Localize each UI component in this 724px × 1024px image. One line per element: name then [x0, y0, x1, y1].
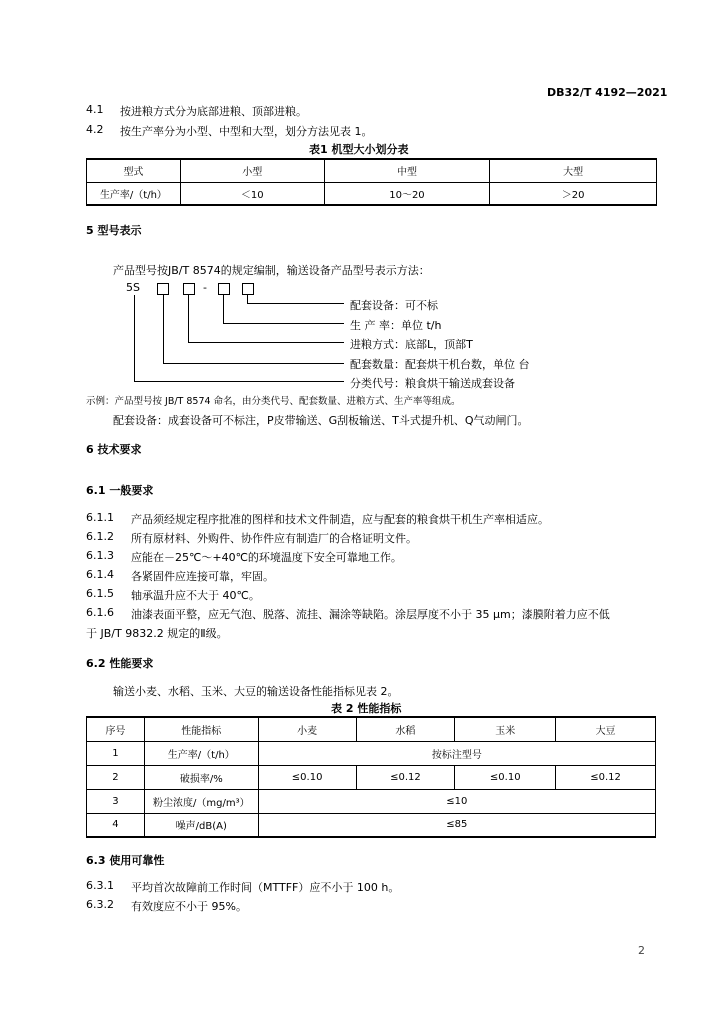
table2-cell: 4 — [87, 813, 145, 837]
clause-text: 轴承温升应不大于 40℃。 — [131, 589, 260, 602]
clause-number: 6.1.1 — [86, 511, 114, 524]
model-label: 生 产 率：单位 t/h — [350, 319, 442, 332]
table1-cell: ＜10 — [180, 182, 324, 205]
clause-number: 6.3.2 — [86, 898, 114, 911]
table2-header-cell: 性能指标 — [144, 717, 258, 741]
clause-number: 6.1.5 — [86, 587, 114, 600]
table1-cell: 10～20 — [324, 182, 490, 205]
clause-text: 各紧固件应连接可靠，牢固。 — [131, 570, 274, 583]
table2-cell: ≤0.12 — [556, 765, 656, 789]
table2-caption: 表 2 性能指标 — [331, 702, 402, 715]
model-dash: - — [203, 281, 207, 294]
performance-intro: 输送小麦、水稻、玉米、大豆的输送设备性能指标见表 2。 — [113, 685, 399, 698]
table1-cell: ＞20 — [490, 182, 657, 205]
table2-cell: 按标注型号 — [258, 741, 655, 765]
model-slot-box — [218, 283, 230, 295]
table1 — [86, 158, 657, 206]
table1-header-cell: 小型 — [180, 159, 324, 182]
section-5-heading: 5 型号表示 — [86, 224, 142, 237]
clause-text-continued: 于 JB/T 9832.2 规定的Ⅱ级。 — [86, 627, 228, 640]
clause-number: 6.1.4 — [86, 568, 114, 581]
table2-cell: ≤0.10 — [455, 765, 556, 789]
table2-header-cell: 小麦 — [258, 717, 356, 741]
table2-cell: 噪声/dB(A) — [144, 813, 258, 837]
connector-line — [247, 303, 344, 304]
table1-header-cell: 中型 — [324, 159, 490, 182]
table2-cell: ≤10 — [258, 789, 655, 813]
clause-4-2-text: 按生产率分为小型、中型和大型，划分方法见表 1。 — [120, 125, 373, 138]
model-label: 配套设备：可不标 — [350, 299, 438, 312]
connector-line — [188, 295, 189, 342]
connector-line — [163, 295, 164, 363]
connector-line — [223, 295, 224, 323]
section-6-heading: 6 技术要求 — [86, 443, 142, 456]
model-example: 示例：产品型号按 JB/T 8574 命名，由分类代号、配套数量、进粮方式、生产率等组成。 — [86, 396, 461, 407]
clause-number: 6.1.2 — [86, 530, 114, 543]
section-6-1-heading: 6.1 一般要求 — [86, 484, 154, 497]
page-number: 2 — [638, 944, 645, 957]
model-label: 进粮方式：底部L，顶部T — [350, 338, 473, 351]
connector-line — [134, 295, 135, 381]
model-note: 配套设备：成套设备可不标注，P皮带输送、G刮板输送、T斗式提升机、Q气动闸门。 — [113, 414, 529, 427]
table2-cell: 破损率/% — [144, 765, 258, 789]
clause-number: 6.3.1 — [86, 879, 114, 892]
model-label: 分类代号：粮食烘干输送成套设备 — [350, 377, 515, 390]
table2 — [86, 716, 656, 838]
table2-cell: 生产率/（t/h） — [144, 741, 258, 765]
table1-header-cell: 型式 — [87, 159, 181, 182]
table2-cell: ≤85 — [258, 813, 655, 837]
connector-line — [247, 295, 248, 303]
table2-header-cell: 序号 — [87, 717, 145, 741]
table2-cell: 1 — [87, 741, 145, 765]
clause-text: 产品须经规定程序批准的图样和技术文件制造，应与配套的粮食烘干机生产率相适应。 — [131, 513, 549, 526]
connector-line — [163, 363, 344, 364]
clause-4-1-text: 按进粮方式分为底部进粮、顶部进粮。 — [120, 105, 307, 118]
section-6-2-heading: 6.2 性能要求 — [86, 657, 154, 670]
model-slot-box — [183, 283, 195, 295]
model-slot-box — [157, 283, 169, 295]
table2-cell: 2 — [87, 765, 145, 789]
connector-line — [134, 381, 344, 382]
table2-cell: ≤0.12 — [356, 765, 455, 789]
table1-cell: 生产率/（t/h） — [87, 182, 181, 205]
clause-text: 应能在－25℃～+40℃的环境温度下安全可靠地工作。 — [131, 551, 402, 564]
connector-line — [188, 342, 344, 343]
model-intro: 产品型号按JB/T 8574的规定编制，输送设备产品型号表示方法： — [113, 264, 430, 277]
standard-code: DB32/T 4192—2021 — [547, 86, 668, 99]
model-label: 配套数量：配套烘干机台数，单位 台 — [350, 358, 530, 371]
table2-header-cell: 玉米 — [455, 717, 556, 741]
clause-number: 6.1.3 — [86, 549, 114, 562]
clause-text: 平均首次故障前工作时间（MTTFF）应不小于 100 h。 — [131, 881, 400, 894]
clause-text: 所有原材料、外购件、协作件应有制造厂的合格证明文件。 — [131, 532, 417, 545]
connector-line — [223, 323, 344, 324]
table2-header-cell: 水稻 — [356, 717, 455, 741]
table1-header-cell: 大型 — [490, 159, 657, 182]
table2-cell: 3 — [87, 789, 145, 813]
clause-text: 有效度应不小于 95%。 — [131, 900, 247, 913]
model-slot-box — [242, 283, 254, 295]
clause-number: 6.1.6 — [86, 606, 114, 619]
table2-cell: ≤0.10 — [258, 765, 356, 789]
clause-text: 油漆表面平整，应无气泡、脱落、流挂、漏涂等缺陷。涂层厚度不小于 35 μm；漆膜附着力应不低 — [131, 608, 610, 621]
clause-4-1-number: 4.1 — [86, 103, 104, 116]
table1-caption: 表1 机型大小划分表 — [309, 143, 409, 156]
section-6-3-heading: 6.3 使用可靠性 — [86, 854, 165, 867]
table2-cell: 粉尘浓度/（mg/m³） — [144, 789, 258, 813]
table2-header-cell: 大豆 — [556, 717, 656, 741]
model-prefix: 5S — [126, 281, 140, 294]
clause-4-2-number: 4.2 — [86, 123, 104, 136]
